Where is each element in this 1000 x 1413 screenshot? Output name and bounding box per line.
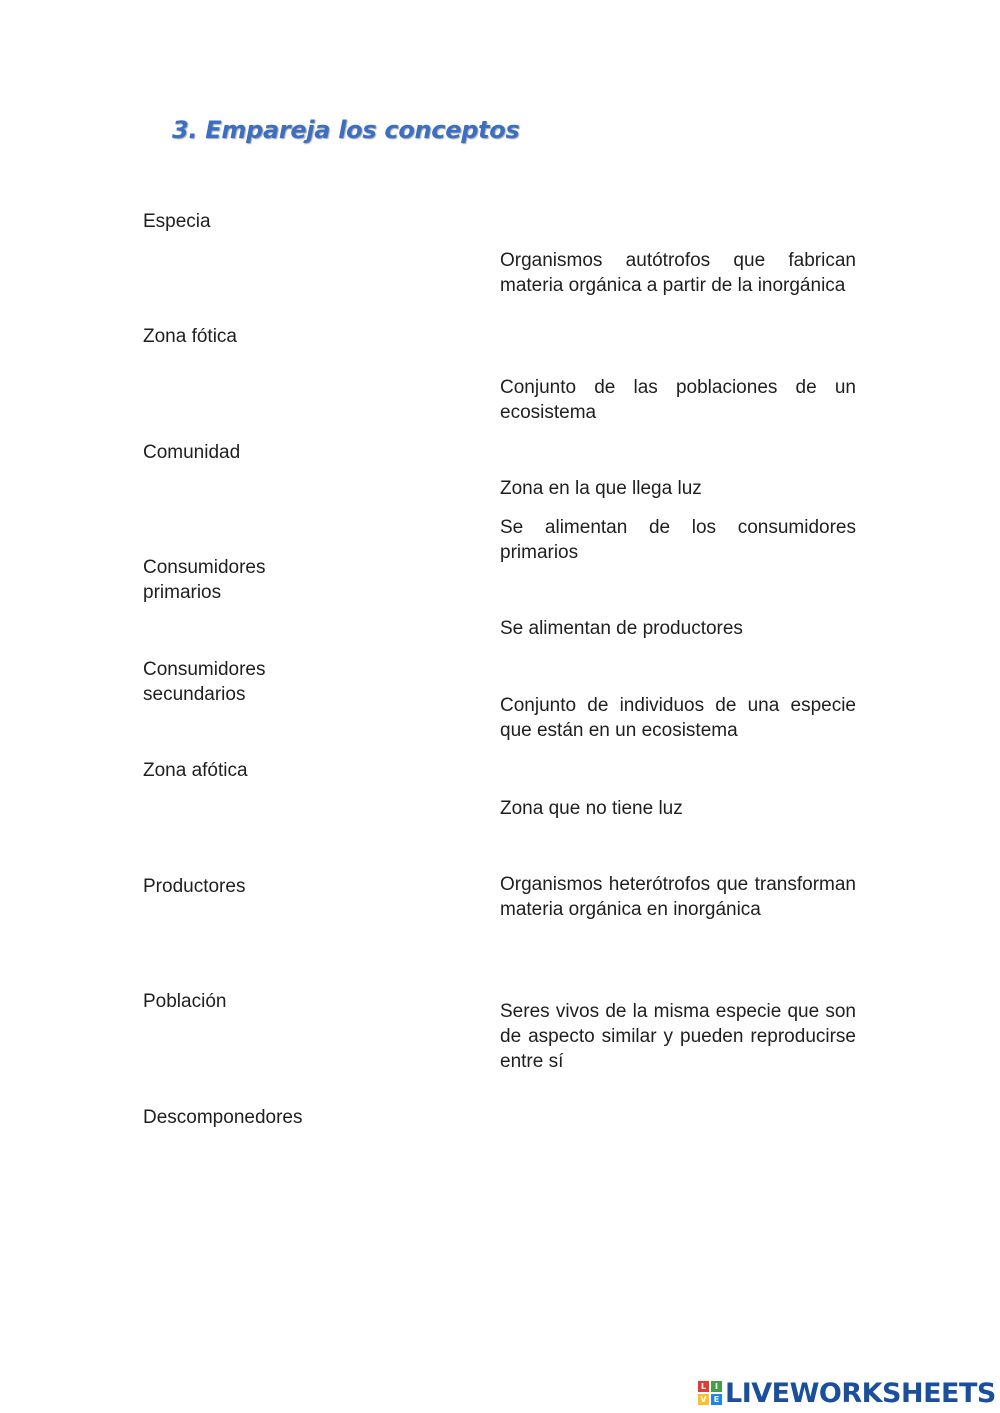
definition-consumidores-primarios[interactable]: Se alimentan de productores (500, 618, 743, 639)
term-consumidores-secundarios[interactable]: Consumidores secundarios (143, 659, 266, 705)
term-comunidad[interactable]: Comunidad (143, 442, 241, 463)
term-consumidores-primarios[interactable]: Consumidores primarios (143, 557, 266, 603)
term-zona-fotica[interactable]: Zona fótica (143, 326, 237, 347)
definition-zona-fotica[interactable]: Zona en la que llega luz (500, 478, 702, 499)
term-productores[interactable]: Productores (143, 876, 246, 897)
definition-poblacion[interactable]: Conjunto de individuos de una especie que están en un ecosistema (500, 695, 856, 741)
term-poblacion[interactable]: Población (143, 991, 227, 1012)
logo-letter: L (698, 1381, 709, 1392)
definition-comunidad[interactable]: Conjunto de las poblaciones de un ecosistema (500, 377, 856, 423)
definition-zona-afotica[interactable]: Zona que no tiene luz (500, 798, 683, 819)
definition-especie[interactable]: Seres vivos de la misma especie que son de aspecto similar y pueden reproducirse entre sí (500, 1001, 856, 1072)
term-especia[interactable]: Especia (143, 211, 211, 232)
definition-autotrofos[interactable]: Organismos autótrofos que fabrican materia orgánica a partir de la inorgánica (500, 250, 856, 296)
liveworksheets-logo (698, 1378, 996, 1408)
term-descomponedores[interactable]: Descomponedores (143, 1107, 303, 1128)
logo-text: LIVEWORKSHEETS (725, 1377, 996, 1409)
logo-letter: E (711, 1394, 722, 1405)
logo-letter: V (698, 1394, 709, 1405)
page-title: 3. Empareja los conceptos (172, 116, 520, 144)
logo-letter: I (711, 1381, 722, 1392)
definition-descomponedores[interactable]: Organismos heterótrofos que transforman materia orgánica en inorgánica (500, 874, 856, 920)
term-zona-afotica[interactable]: Zona afótica (143, 760, 248, 781)
logo-grid-icon (698, 1381, 722, 1405)
definition-consumidores-secundarios[interactable]: Se alimentan de los consumidores primarios (500, 517, 856, 563)
